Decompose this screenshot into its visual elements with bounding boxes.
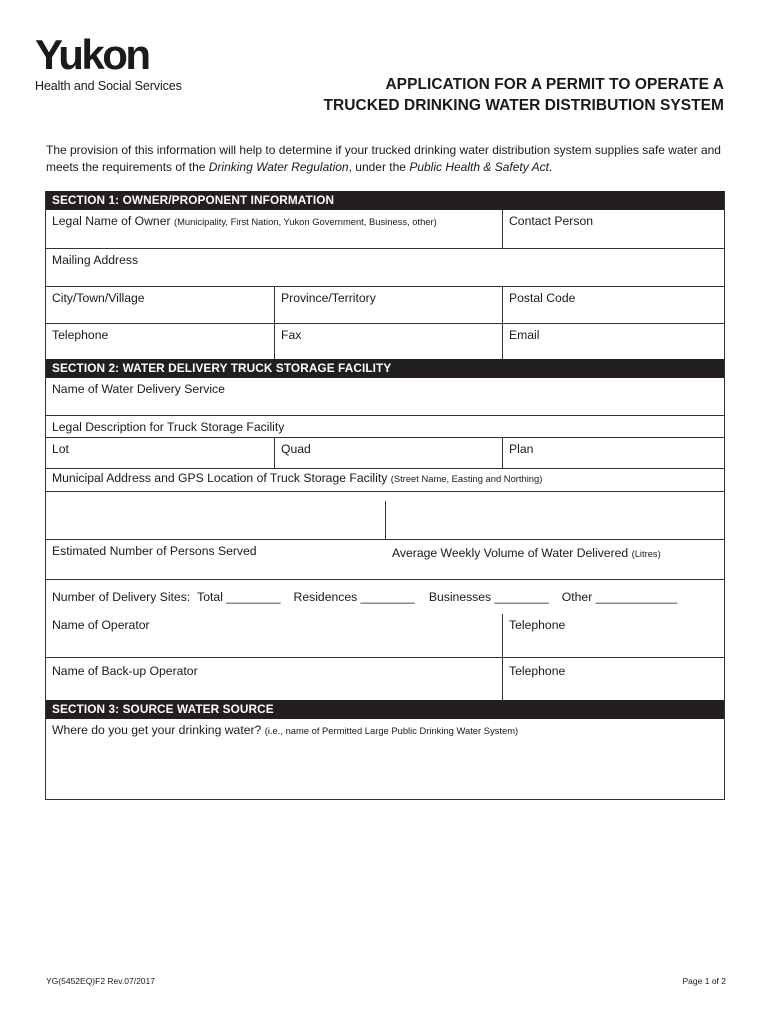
- operator-telephone-field[interactable]: [502, 614, 724, 658]
- intro-act: Public Health & Safety Act: [409, 160, 549, 174]
- backup-telephone-label: Telephone: [509, 664, 566, 678]
- businesses-field[interactable]: Businesses ________: [428, 590, 549, 604]
- plan-label: Plan: [509, 442, 534, 456]
- form-title: [323, 74, 724, 116]
- section-2-row-persons: [46, 539, 724, 579]
- section-1-row-city: [46, 286, 724, 323]
- municipal-address-label: Municipal Address and GPS Location of Truck Storage Facility: [52, 471, 388, 485]
- contact-person-label: Contact Person: [509, 214, 594, 228]
- section-2-row-backup-operator: [46, 657, 724, 700]
- logo-wordmark: Yukon: [35, 31, 149, 78]
- yukon-logo: [35, 33, 195, 93]
- municipal-address-input-area[interactable]: [46, 501, 386, 539]
- city-label: City/Town/Village: [52, 291, 145, 305]
- intro-regulation: Drinking Water Regulation: [208, 160, 349, 174]
- weekly-volume-hint: (Litres): [631, 548, 661, 559]
- postal-code-field[interactable]: [502, 287, 724, 323]
- water-source-field[interactable]: [46, 719, 724, 799]
- quad-label: Quad: [281, 442, 311, 456]
- telephone-label: Telephone: [52, 328, 109, 342]
- section-1-row-contact: [46, 323, 724, 359]
- contact-person-field[interactable]: [502, 210, 724, 248]
- intro-text-end: .: [548, 160, 553, 174]
- intro-paragraph: [46, 142, 736, 176]
- section-2-row-service: [46, 378, 724, 415]
- page-number: Page 1 of 2: [682, 976, 726, 986]
- residences-field[interactable]: Residences ________: [293, 590, 415, 604]
- section-2-row-operator: [46, 614, 724, 657]
- intro-text-start: The provision of this information will help to determine if your trucked drinking water distribution system supplies safe water and meets the requirements of the: [46, 143, 721, 174]
- persons-served-label: Estimated Number of Persons Served: [52, 544, 257, 558]
- lot-label: Lot: [52, 442, 69, 456]
- service-name-field[interactable]: [46, 378, 724, 415]
- section-3-row-source: [46, 719, 724, 799]
- title-line-2: TRUCKED DRINKING WATER DISTRIBUTION SYSTEM: [323, 97, 724, 114]
- operator-name-label: Name of Operator: [52, 618, 150, 632]
- water-source-question: Where do you get your drinking water?: [52, 723, 262, 737]
- section-2-row-lot: [46, 437, 724, 468]
- legal-name-hint: (Municipality, First Nation, Yukon Government, Business, other): [173, 216, 437, 227]
- form-code: YG(5452EQ)F2 Rev.07/2017: [46, 976, 155, 986]
- lot-field[interactable]: [46, 438, 274, 468]
- section-1-heading: SECTION 1: OWNER/PROPONENT INFORMATION: [46, 191, 724, 210]
- plan-field[interactable]: [502, 438, 724, 468]
- section-2-heading: SECTION 2: WATER DELIVERY TRUCK STORAGE FACILITY: [46, 359, 724, 378]
- section-2-row-legal-description: [46, 415, 724, 437]
- quad-field[interactable]: [274, 438, 502, 468]
- department-name: Health and Social Services: [35, 79, 182, 93]
- email-label: Email: [509, 328, 540, 342]
- postal-code-label: Postal Code: [509, 291, 576, 305]
- province-field[interactable]: [274, 287, 502, 323]
- weekly-volume-label: Average Weekly Volume of Water Delivered: [392, 546, 629, 560]
- backup-operator-name-field[interactable]: [46, 658, 502, 700]
- service-name-label: Name of Water Delivery Service: [52, 382, 225, 396]
- municipal-address-label-row: [46, 469, 724, 492]
- title-line-1: APPLICATION FOR A PERMIT TO OPERATE A: [385, 76, 724, 93]
- legal-name-label: Legal Name of Owner: [52, 214, 171, 228]
- email-field[interactable]: [502, 324, 724, 359]
- total-sites-field[interactable]: Total ________: [197, 590, 281, 604]
- legal-description-label-cell: [46, 416, 724, 437]
- telephone-field[interactable]: [46, 324, 274, 359]
- section-2-row-delivery-sites: [46, 579, 724, 614]
- legal-description-label: Legal Description for Truck Storage Facility: [52, 420, 285, 434]
- water-source-hint: (i.e., name of Permitted Large Public Drinking Water System): [264, 725, 519, 736]
- backup-operator-label: Name of Back-up Operator: [52, 664, 198, 678]
- fax-label: Fax: [281, 328, 302, 342]
- legal-name-field[interactable]: [46, 210, 502, 248]
- section-1-row-owner: [46, 210, 724, 248]
- province-label: Province/Territory: [281, 291, 376, 305]
- persons-served-field[interactable]: [46, 540, 386, 579]
- mailing-address-field[interactable]: [46, 249, 724, 286]
- mailing-address-label: Mailing Address: [52, 253, 139, 267]
- other-sites-field[interactable]: Other ____________: [561, 590, 677, 604]
- delivery-sites-label: Number of Delivery Sites:: [52, 590, 191, 604]
- city-field[interactable]: [46, 287, 274, 323]
- municipal-address-hint: (Street Name, Easting and Northing): [390, 473, 543, 484]
- operator-name-field[interactable]: [46, 614, 502, 658]
- section-3-heading: SECTION 3: SOURCE WATER SOURCE: [46, 700, 724, 719]
- backup-operator-telephone-field[interactable]: [502, 658, 724, 700]
- fax-field[interactable]: [274, 324, 502, 359]
- delivery-sites-line: [46, 580, 724, 614]
- operator-telephone-label: Telephone: [509, 618, 566, 632]
- intro-text-middle: , under the: [348, 160, 410, 174]
- weekly-volume-field[interactable]: [386, 540, 724, 579]
- application-form: [45, 191, 725, 800]
- section-1-row-mailing: [46, 248, 724, 286]
